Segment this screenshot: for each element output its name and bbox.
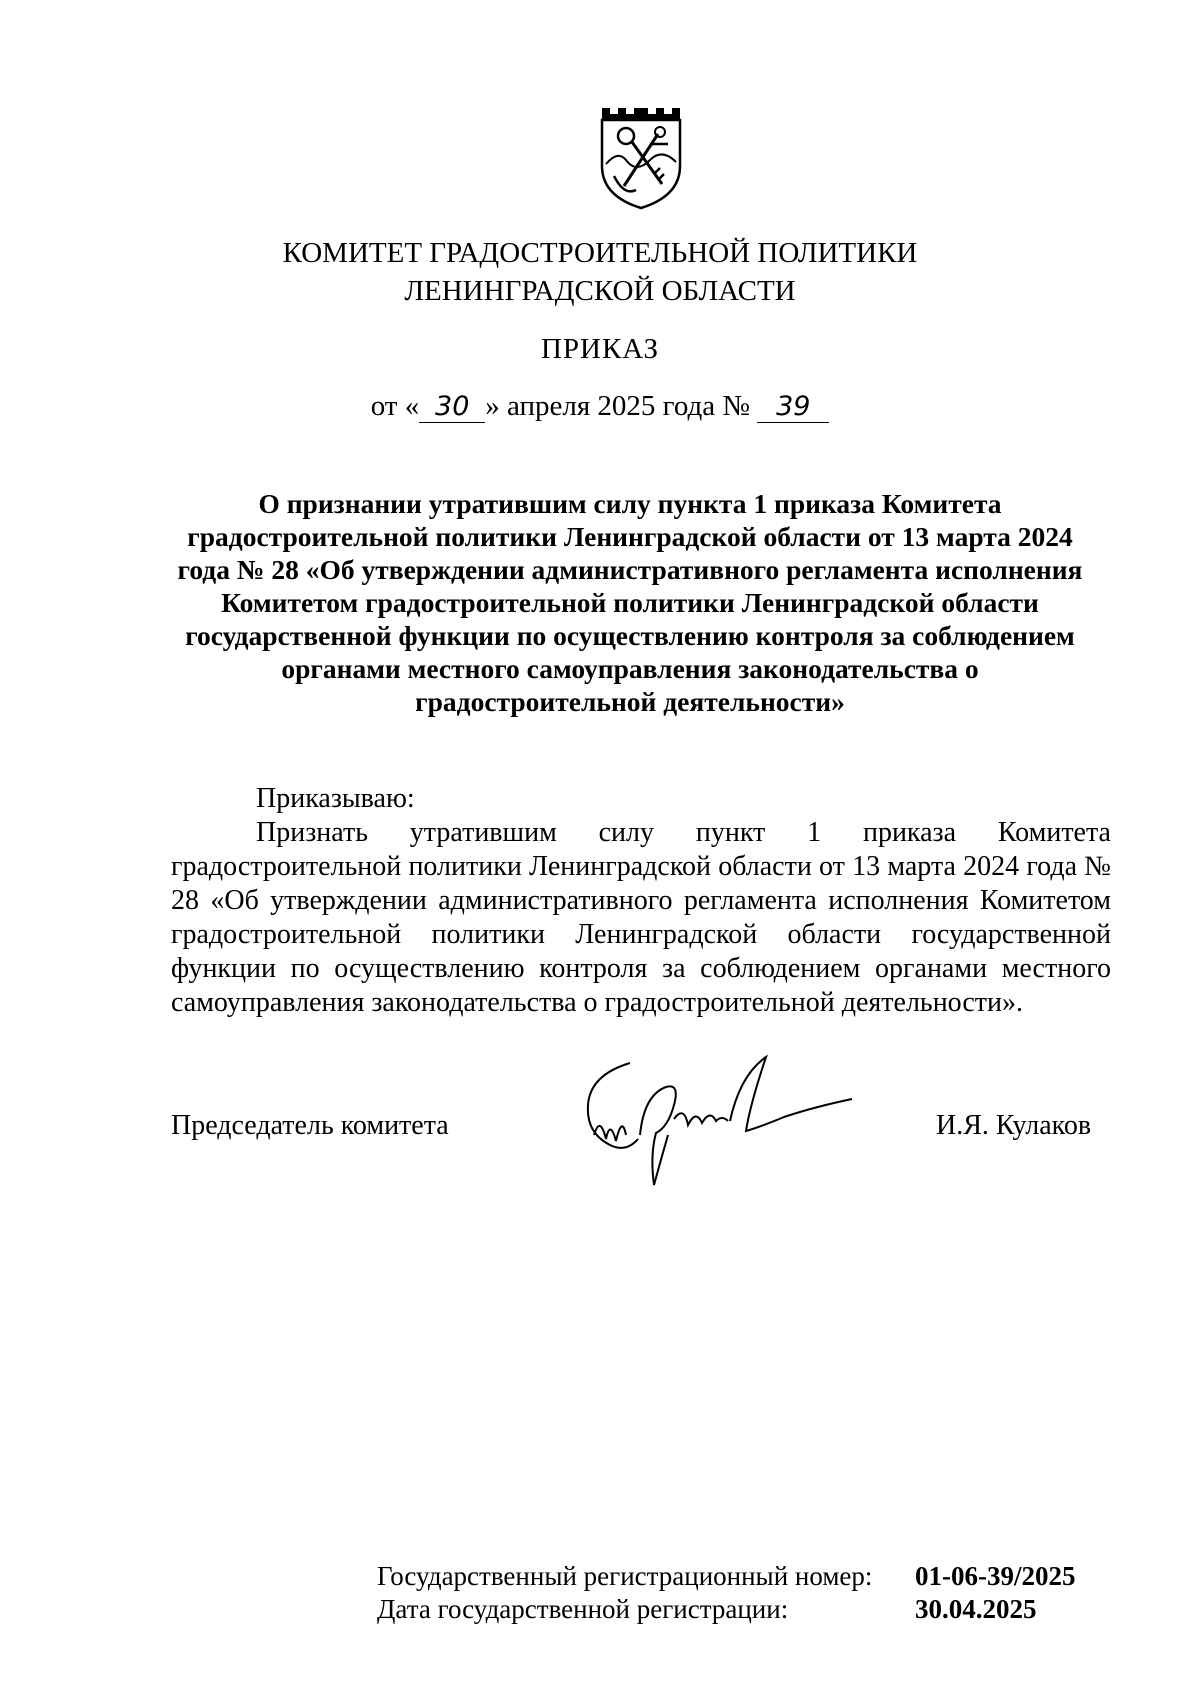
date-month-year: » апреля 2025 года № — [485, 390, 751, 422]
date-prefix: от « — [370, 390, 420, 422]
handwritten-signature — [570, 1035, 860, 1195]
document-subject: О признании утратившим силу пункта 1 приказа Комитета градостроительной политики Ленинградской области от 13 марта 2024 года № 28 «Об утверждении административного регламента исполнения Комитетом градостроительной политики Ленинградской области государственной функции по осуществлению контроля за соблюдением органами местного самоуправления законодательства о градостроительной деятельности» — [177, 488, 1083, 717]
registration-date-row — [377, 1593, 1075, 1626]
date-line — [0, 390, 1200, 423]
document-number: 39 — [757, 392, 829, 423]
body-paragraph: Признать утратившим силу пункт 1 приказа Комитета градостроительной политики Ленинградской области от 13 марта 2024 года № 28 «Об утверждении административного регламента исполнения Комитетом градостроительной политики Ленинградской области государственной функции по осуществлению контроля за соблюдением органами местного самоуправления законодательства о градостроительной деятельности». — [171, 817, 1111, 1018]
registration-block — [377, 1560, 1075, 1626]
registration-number-label: Государственный регистрационный номер: — [377, 1561, 873, 1591]
document-body — [171, 782, 1111, 1020]
document-type: ПРИКАЗ — [540, 333, 660, 365]
organization-line-2: ЛЕНИНГРАДСКОЙ ОБЛАСТИ — [404, 275, 796, 307]
registration-date-label: Дата государственной регистрации: — [377, 1594, 789, 1624]
date-day: 30 — [419, 392, 485, 423]
registration-number-value: 01-06-39/2025 — [915, 1561, 1076, 1591]
coat-of-arms-icon — [596, 104, 686, 212]
organization-name — [0, 234, 1200, 310]
organization-line-1: КОМИТЕТ ГРАДОСТРОИТЕЛЬНОЙ ПОЛИТИКИ — [282, 237, 918, 269]
registration-number-row — [377, 1560, 1075, 1593]
signatory-name: И.Я. Кулаков — [936, 1110, 1092, 1141]
signatory-title: Председатель комитета — [171, 1110, 449, 1141]
registration-date-value: 30.04.2025 — [915, 1594, 1037, 1624]
order-word: Приказываю: — [256, 783, 415, 814]
